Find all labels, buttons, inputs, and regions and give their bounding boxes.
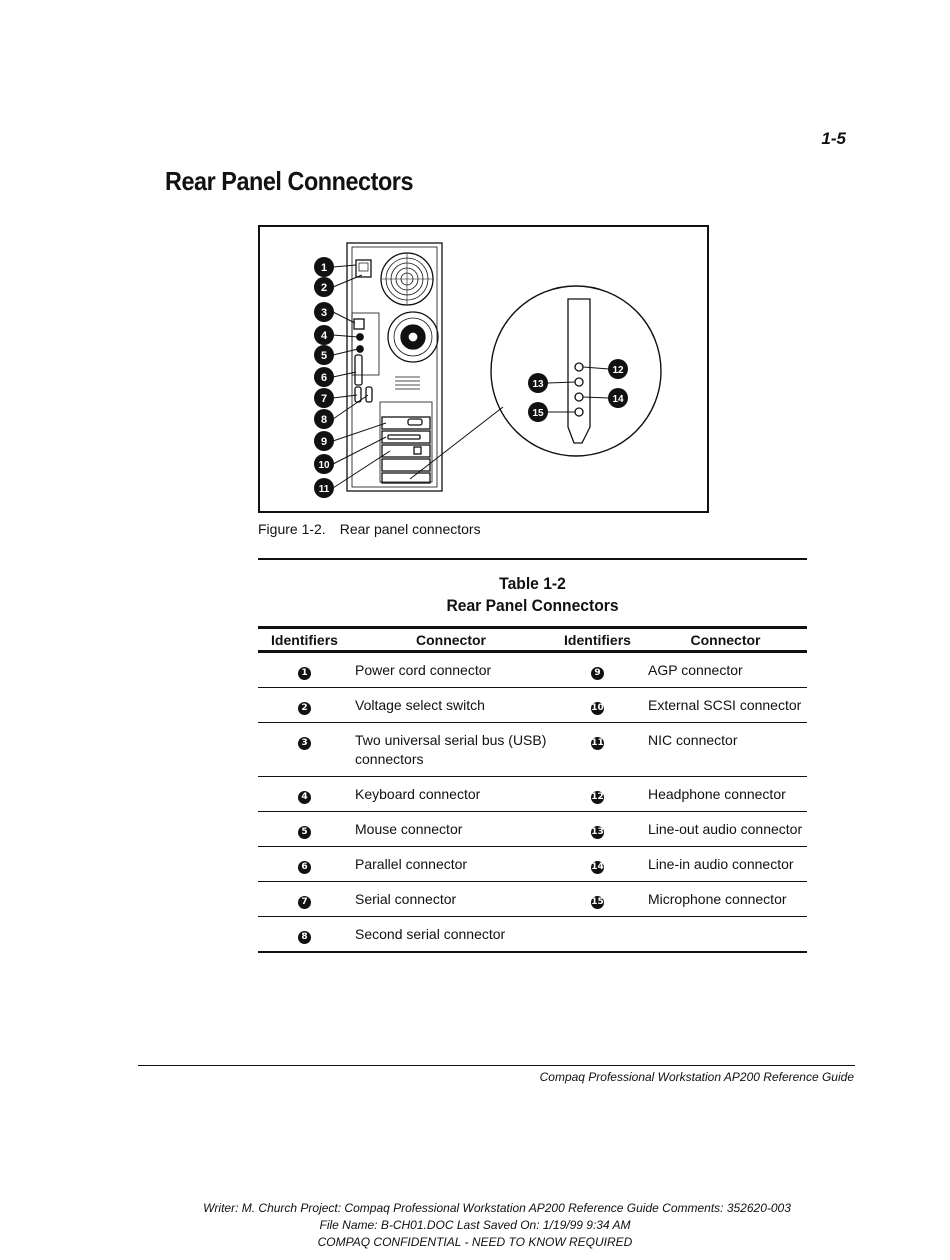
identifier-badge: 10 [591, 703, 604, 713]
callout-6 [314, 367, 334, 387]
figure-label: Figure 1-2. [258, 521, 326, 537]
identifier-badge: 5 [298, 826, 311, 839]
identifier-cell [551, 812, 644, 847]
callout-10 [314, 454, 334, 474]
callout-13 [528, 373, 548, 393]
table-row [258, 917, 807, 953]
identifier-badge: 9 [591, 667, 604, 680]
callout-15 [528, 402, 548, 422]
connector-cell: NIC connector [644, 723, 807, 777]
header-identifiers: Identifiers [551, 628, 644, 652]
connector-cell: Line-in audio connector [644, 847, 807, 882]
identifier-badge: 8 [298, 931, 311, 944]
connector-cell: Microphone connector [644, 882, 807, 917]
callout-8 [314, 409, 334, 429]
identifier-badge: 11 [591, 738, 604, 748]
file-line: File Name: B-CH01.DOC Last Saved On: 1/19/99 9:34 AM [319, 1218, 631, 1232]
table-title: Rear Panel Connectors [446, 596, 619, 615]
callout-5 [314, 345, 334, 365]
header-identifiers: Identifiers [258, 628, 351, 652]
table-row [258, 812, 807, 847]
connector-cell: External SCSI connector [644, 688, 807, 723]
connector-cell: Mouse connector [351, 812, 551, 847]
table-row [258, 882, 807, 917]
writer-line: Writer: M. Church Project: Compaq Professional Workstation AP200 Reference Guide Comments: 352620-003 [203, 1201, 791, 1215]
identifier-cell [551, 688, 644, 723]
callout-7 [314, 388, 334, 408]
svg-text:2: 2 [320, 282, 328, 294]
identifier-badge: 4 [298, 791, 311, 804]
connector-cell: Power cord connector [351, 652, 551, 688]
identifier-badge: 2 [298, 702, 311, 715]
connector-cell: AGP connector [644, 652, 807, 688]
svg-text:12: 12 [612, 365, 624, 376]
identifier-cell [258, 882, 351, 917]
connector-cell: Serial connector [351, 882, 551, 917]
callout-9 [314, 431, 334, 451]
figure-caption-text: Rear panel connectors [339, 521, 481, 537]
callout-2 [314, 277, 334, 297]
identifier-cell [258, 652, 351, 688]
document-info [0, 1200, 950, 1251]
identifier-cell [551, 847, 644, 882]
identifier-cell [551, 917, 644, 953]
identifier-badge: 15 [591, 897, 604, 907]
connector-cell: Second serial connector [351, 917, 551, 953]
connector-cell: Keyboard connector [351, 777, 551, 812]
callout-11 [314, 478, 334, 498]
svg-text:10: 10 [318, 460, 330, 471]
identifier-cell [551, 882, 644, 917]
identifier-badge: 6 [298, 861, 311, 874]
table-row [258, 777, 807, 812]
svg-text:13: 13 [532, 379, 544, 390]
header-connector: Connector [351, 628, 551, 652]
table-caption [258, 573, 807, 617]
identifier-cell [258, 688, 351, 723]
rear-panel-figure [258, 225, 709, 513]
svg-text:14: 14 [612, 394, 624, 405]
table-row [258, 652, 807, 688]
figure-caption [258, 521, 481, 537]
table-row [258, 847, 807, 882]
svg-text:8: 8 [320, 414, 328, 426]
svg-text:11: 11 [318, 484, 330, 495]
svg-text:7: 7 [320, 393, 328, 405]
identifier-badge: 7 [298, 896, 311, 909]
svg-text:5: 5 [320, 350, 328, 362]
connector-cell: Two universal serial bus (USB) connectors [351, 723, 551, 777]
identifier-cell [258, 847, 351, 882]
identifier-cell [258, 917, 351, 953]
callout-4 [314, 325, 334, 345]
connector-cell: Voltage select switch [351, 688, 551, 723]
table-header-row [258, 628, 807, 652]
table-number: Table 1-2 [499, 574, 566, 593]
svg-text:6: 6 [320, 372, 328, 384]
table-row [258, 688, 807, 723]
svg-text:4: 4 [320, 330, 328, 342]
svg-text:3: 3 [320, 307, 328, 319]
identifier-badge: 12 [591, 792, 604, 802]
svg-text:1: 1 [320, 262, 328, 274]
connector-cell [644, 917, 807, 953]
callout-1 [314, 257, 334, 277]
footer-rule [138, 1065, 855, 1066]
svg-text:15: 15 [532, 408, 544, 419]
callout-3 [314, 302, 334, 322]
identifier-cell [258, 723, 351, 777]
identifier-cell [258, 812, 351, 847]
connector-cell: Parallel connector [351, 847, 551, 882]
identifier-badge: 1 [298, 667, 311, 680]
rear-panel-illustration [260, 227, 711, 515]
table-row [258, 723, 807, 777]
identifier-cell [258, 777, 351, 812]
confidential-line: COMPAQ CONFIDENTIAL - NEED TO KNOW REQUIRED [317, 1235, 633, 1249]
connectors-table [258, 626, 807, 953]
table-body [258, 652, 807, 953]
page-number: 1-5 [821, 129, 846, 148]
connector-cell: Headphone connector [644, 777, 807, 812]
identifier-badge: 14 [591, 862, 604, 872]
connector-cell: Line-out audio connector [644, 812, 807, 847]
identifier-cell [551, 723, 644, 777]
callout-14 [608, 388, 628, 408]
identifier-badge: 3 [298, 737, 311, 750]
identifier-cell [551, 777, 644, 812]
table-top-rule [258, 558, 807, 560]
header-connector: Connector [644, 628, 807, 652]
footer-guide-title: Compaq Professional Workstation AP200 Reference Guide [539, 1070, 854, 1084]
page-title: Rear Panel Connectors [165, 166, 414, 196]
identifier-cell [551, 652, 644, 688]
identifier-badge: 13 [591, 827, 604, 837]
callout-12 [608, 359, 628, 379]
svg-text:9: 9 [320, 436, 328, 448]
